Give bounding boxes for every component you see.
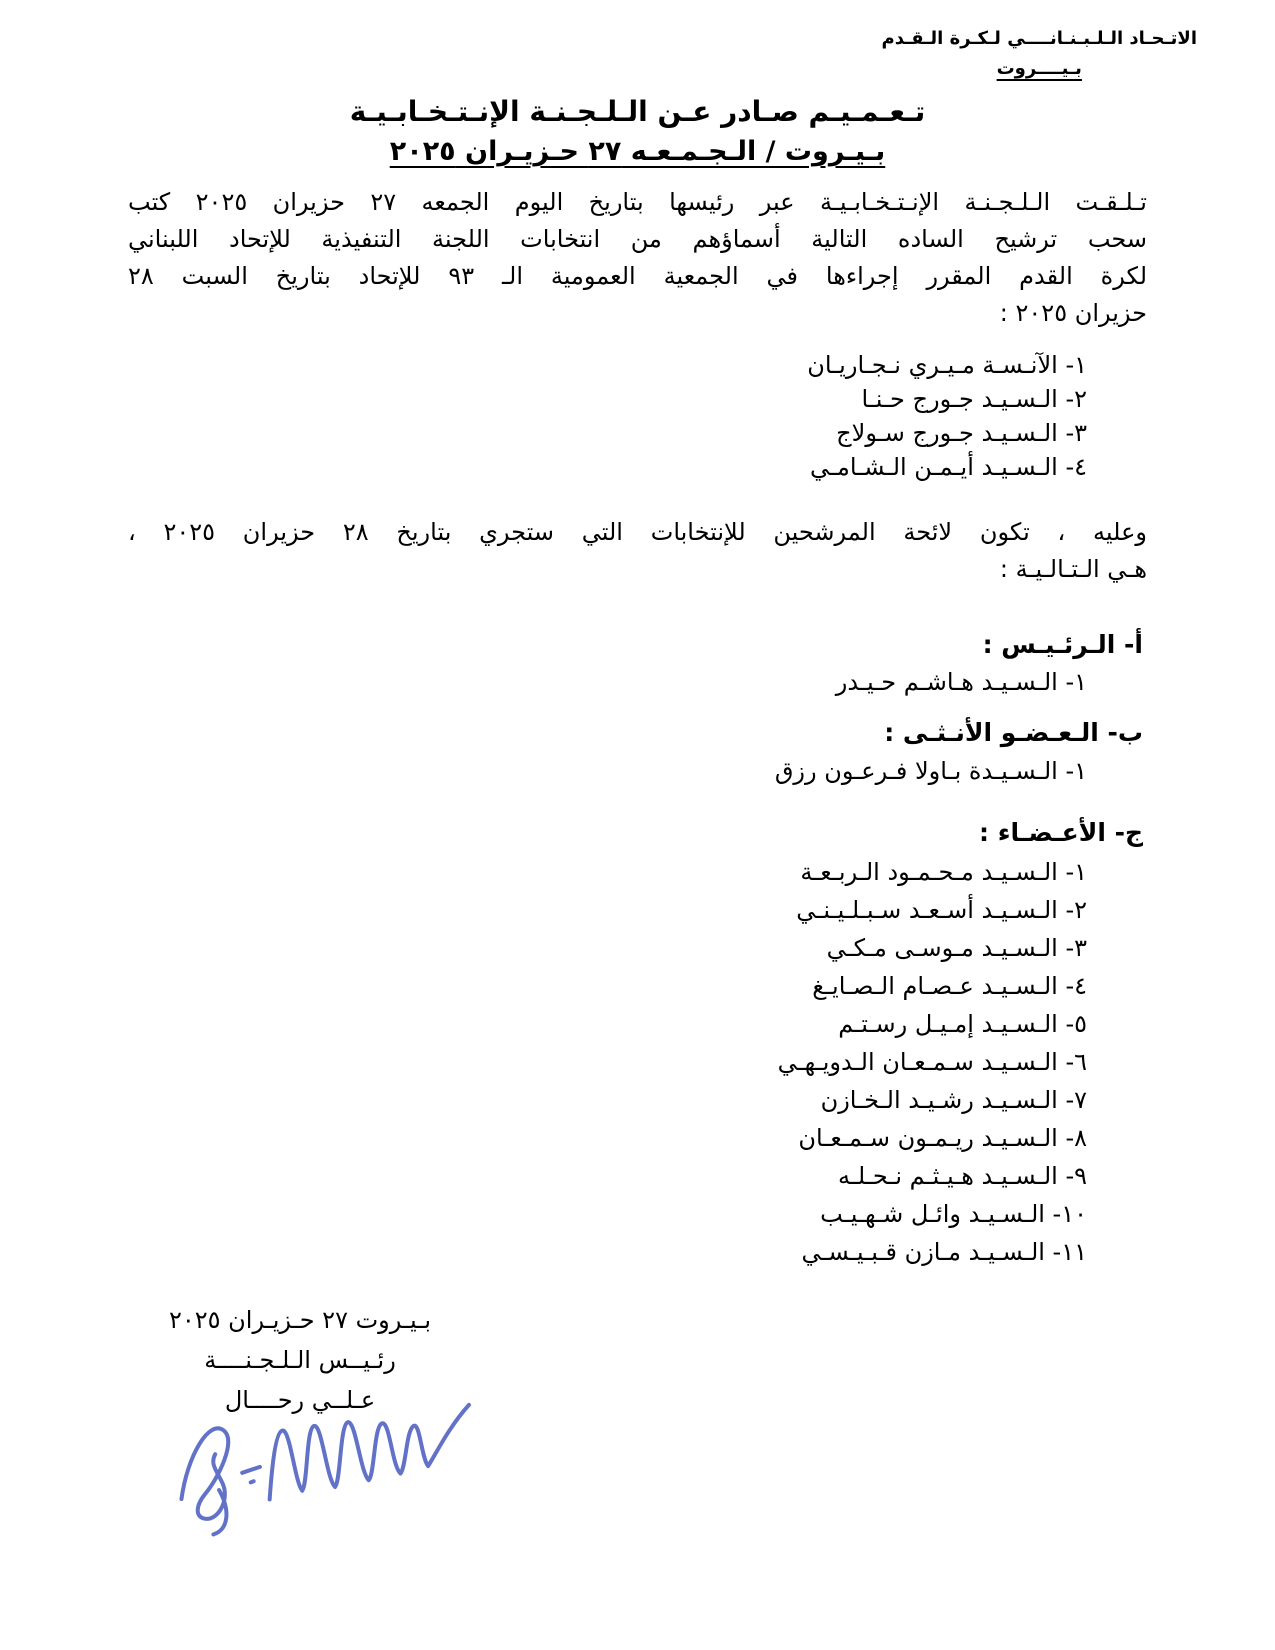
intro-line: سحب ترشيح الساده التالية أسماؤهم من انتخابات اللجنة التنفيذية للإتحاد اللبناني <box>128 225 1147 253</box>
member-list-item: ١٠- الـسـيـد وائـل شـهـيـب <box>820 1200 1087 1228</box>
letterhead-city: بـيــــروت <box>996 58 1082 79</box>
withdrawn-candidates-list <box>807 348 1087 484</box>
member-list-item: ٩- الـسـيـد هـيـثـم نـحـلـه <box>837 1162 1087 1190</box>
section-header-members: ج- الأعـضـاء : <box>979 818 1143 847</box>
withdrawn-list-item: ٣- الـسـيـد جـورج سـولاج <box>836 419 1087 447</box>
intro-line: تـلـقـت الـلـجـنـة الإنـتـخـابـيـة عبر رئيسها بتاريخ اليوم الجمعه ٢٧ حزيران ٢٠٢٥ كتب <box>128 188 1147 216</box>
letterhead-org-name: الاتـحـاد الـلـبـنـانــــي لـكـرة الـقـدم <box>881 28 1197 49</box>
member-list-item: ٤- الـسـيـد عـصـام الـصـايـغ <box>812 972 1087 1000</box>
section-header-female-member: ب- الـعـضـو الأنـثـى : <box>884 718 1143 747</box>
section-header-president: أ- الـرئـيـس : <box>982 630 1143 659</box>
title-line-1: تـعـمـيـم صـادر عـن الـلـجـنـة الإنـتـخـابـيـة <box>349 95 926 128</box>
member-list-item: ٣- الـسـيـد مـوسـى مـكـي <box>826 934 1087 962</box>
member-list-item: ١١- الـسـيـد مـازن قـبـيـسـي <box>801 1238 1087 1266</box>
followup-line: هـي الـتـالـيـة : <box>999 555 1147 583</box>
footer-role: رئـيــس الـلـجـنــــة <box>204 1346 396 1374</box>
intro-paragraph <box>128 184 1147 332</box>
withdrawn-list-item: ٤- الـسـيـد أيـمـن الـشـامـي <box>810 453 1087 481</box>
intro-line: حزيران ٢٠٢٥ : <box>999 299 1147 327</box>
footer-signatory-name: عـلــي رحــــال <box>224 1386 376 1414</box>
member-list-item: ٥- الـسـيـد إمـيـل رسـتـم <box>838 1010 1087 1038</box>
letterhead <box>882 24 1197 84</box>
female-member-candidate: ١- الـسـيـدة بـاولا فـرعـون رزق <box>774 757 1087 785</box>
signature-ink <box>177 1405 475 1536</box>
title-line-2: بـيـروت / الـجـمـعـه ٢٧ حـزيـران ٢٠٢٥ <box>389 136 886 167</box>
handwritten-signature-icon <box>150 1392 480 1542</box>
member-list-item: ٢- الـسـيـد أسـعـد سـبـلـيـنـي <box>796 896 1087 924</box>
followup-line: وعليه ، تكون لائحة المرشحين للإنتخابات التي ستجري بتاريخ ٢٨ حزيران ٢٠٢٥ ، <box>128 518 1147 546</box>
footer-date-place: بـيـروت ٢٧ حـزيـران ٢٠٢٥ <box>168 1306 431 1334</box>
followup-paragraph <box>128 514 1147 588</box>
withdrawn-list-item: ١- الآنـسـة مـيـري نـجـاريـان <box>807 351 1087 379</box>
member-list-item: ٨- الـسـيـد ريـمـون سـمـعـان <box>798 1124 1087 1152</box>
member-list-item: ١- الـسـيـد مـحـمـود الـربـعـة <box>800 858 1087 886</box>
intro-line: لكرة القدم المقرر إجراءها في الجمعية العمومية الـ ٩٣ للإتحاد بتاريخ السبت ٢٨ <box>128 262 1148 290</box>
president-candidate: ١- الـسـيـد هـاشـم حـيـدر <box>835 668 1087 696</box>
member-list-item: ٧- الـسـيـد رشـيـد الـخـازن <box>820 1086 1087 1114</box>
withdrawn-list-item: ٢- الـسـيـد جـورج حـنـا <box>861 385 1087 413</box>
member-list-item: ٦- الـسـيـد سـمـعـان الـدويـهـي <box>777 1048 1087 1076</box>
members-candidates-list <box>778 853 1087 1271</box>
document-title <box>0 92 1275 172</box>
